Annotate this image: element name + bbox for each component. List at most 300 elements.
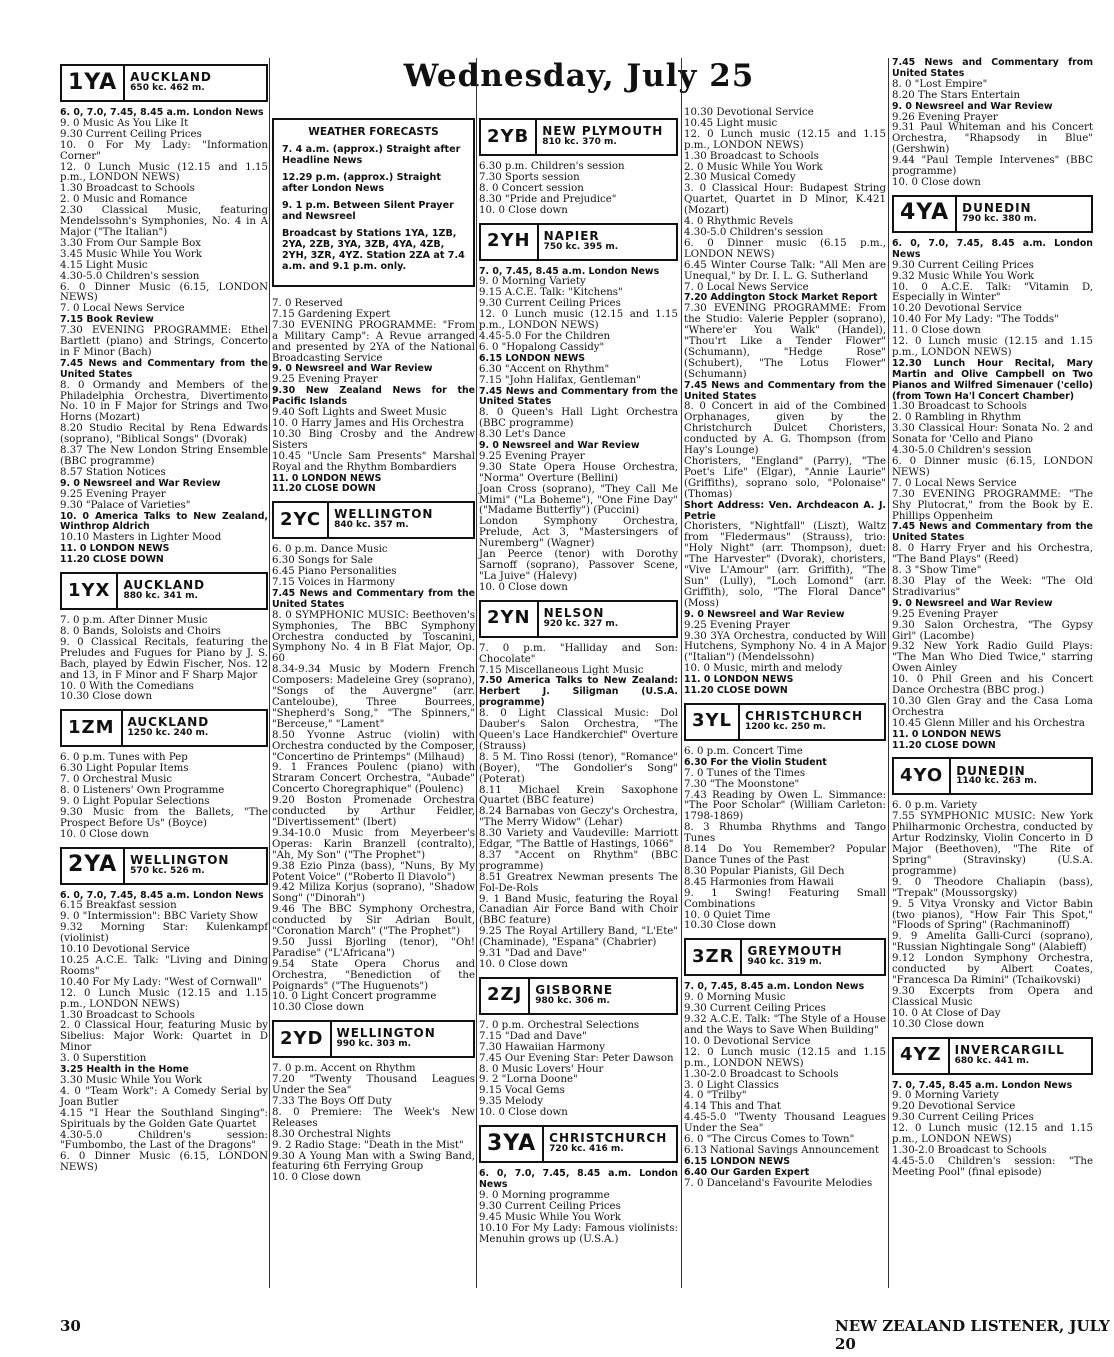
listing-item: 4. 0 Rhythmic Revels xyxy=(684,216,794,228)
station-call: 3YA xyxy=(481,1127,544,1161)
station-header-2yc xyxy=(272,501,475,539)
listing-item: 4.14 This and That xyxy=(684,1101,781,1113)
listing-item: 9. 1 Frances Poulenc (piano) with Straram Concert Orchestra, "Aubade" Concerto Choregraphique" (Poulenc) xyxy=(272,762,475,796)
station-city: DUNEDIN xyxy=(962,200,1032,215)
listing-item: 3. 0 Light Classics xyxy=(684,1079,779,1091)
listing-item: 7.30 EVENING PROGRAMME: "The Shy Plutocrat," from the Book by E. Phillips Oppenheim xyxy=(892,488,1093,522)
listing-item: 4. 0 "Trilby" xyxy=(684,1090,747,1102)
listing-item: 9. 0 Music As You Like It xyxy=(60,117,189,129)
listing-item: 6. 0, 7.0, 7.45, 8.45 a.m. London News xyxy=(60,889,264,901)
listing-item: 11. 0 LONDON NEWS xyxy=(684,674,794,686)
listing-item: 8.20 The Stars Entertain xyxy=(892,89,1021,101)
listing-item: 6.45 Winter Course Talk: "All Men are Unequal," by Dr. I. L. G. Sutherland xyxy=(684,259,886,282)
listing-item: 7.15 "John Halifax, Gentleman" xyxy=(479,374,641,386)
listing-item: 7.30 EVENING PROGRAMME: From the Studio: Valerie Peppler (soprano), "Where'er You Walk" (Handel), "Thou'rt Like a Tender Flower" (Schumann), "Hedge Rose" (Schubert), "The Lotus Flower" (Schumann) xyxy=(684,303,886,380)
listing-item: Choristers, "Nightfall" (Liszt), Waltz from "Fledermaus" (Strauss), trio: "Holy Night" (arr. Thompson), duet: "The Harvester" (Dvorak), choristers, "Vive L'Amour" (arr. Griffith), "The Sun" (Lully), "Loch Lomond" (arr. Griffith), solo, "The Floral Dance" (Moss) xyxy=(684,521,886,609)
listing-item: 8.24 Barnabas von Geczy's Orchestra, "The Merry Widow" (Lehar) xyxy=(479,806,678,829)
publication-footer: NEW ZEALAND LISTENER, JULY 20 xyxy=(835,1317,1110,1353)
listing-item: 7. 0 Local News Service xyxy=(684,281,809,293)
listing-item: 6.30 p.m. Children's session xyxy=(479,161,625,172)
listing-item: 7. 0 Local News Service xyxy=(60,303,185,315)
station-freq: 570 kc. 526 m. xyxy=(130,865,205,876)
listing-item: 9.32 New York Radio Guild Plays: "The Man Who Died Twice," starring Owen Ainley xyxy=(892,641,1093,675)
weather-line: 12.29 p.m. (approx.) Straight after London News xyxy=(282,172,441,194)
listing-item: 7. 0, 7.45, 8.45 a.m. London News xyxy=(684,981,865,993)
listing-item: 12. 0 Lunch music (12.15 and 1.15 p.m., LONDON NEWS) xyxy=(684,1046,886,1069)
station-city: DUNEDIN xyxy=(956,763,1026,778)
listing-item: 9. 0 Newsreel and War Review xyxy=(892,100,1053,112)
column-rule xyxy=(888,58,889,1288)
listing-item: 10.45 Light music xyxy=(684,117,778,129)
listing-item: 10. 0 Quiet Time xyxy=(684,909,771,921)
station-call: 1YA xyxy=(62,66,125,100)
station-header-1zm xyxy=(60,709,268,747)
listing-item: 9.32 A.C.E. Talk: "The Style of a House and the Ways to Save When Building" xyxy=(684,1014,886,1036)
listing-item: 8. 0 Light Classical Music: Dol Dauber's Salon Orchestra, "The Queen's Lace Handkerchief" Overture (Strauss) xyxy=(479,708,678,752)
column-rule xyxy=(269,58,270,1288)
listing-item: 9.30 New Zealand News for the Pacific Islands xyxy=(272,385,475,408)
station-header-4yo xyxy=(892,757,1093,795)
listing-item: 9.25 Evening Prayer xyxy=(479,450,585,462)
listing-item: 11.20 CLOSE DOWN xyxy=(892,739,996,751)
listing-item: 10.30 Close down xyxy=(684,920,777,932)
listing-item: 7.45 News and Commentary from the United States xyxy=(892,521,1093,544)
listing-item: 10.30 Close down xyxy=(60,691,153,703)
listing-item: 10. 0 Light Concert programme xyxy=(272,991,437,1003)
station-call: 2ZJ xyxy=(481,979,530,1013)
listing-item: 9. 2 "Lorna Doone" xyxy=(479,1074,578,1086)
listing-item: 10.30 Devotional Service xyxy=(684,107,814,118)
listing-item: 8. 0 SYMPHONIC MUSIC: Beethoven's Symphonies, The BBC Symphony Orchestra conducted by Toscanini, Symphony No. 4 in B Flat Major, Op. 60 xyxy=(272,609,475,665)
listing-item: 12. 0 Lunch music (12.15 and 1.15 p.m., LONDON NEWS) xyxy=(892,1123,1093,1146)
listing-item: 7.45 News and Commentary from the United States xyxy=(60,357,268,380)
station-freq: 750 kc. 395 m. xyxy=(543,241,619,252)
listing-item: 8.57 Station Notices xyxy=(60,466,166,478)
listing-item: 9. 0 Morning Music xyxy=(684,992,786,1004)
listing-item: 6. 0, 7.0, 7.45, 8.45 a.m. London News xyxy=(60,107,264,118)
listing-item: 9.30 3YA Orchestra, conducted by Will Hutchens, Symphony No. 4 in A Major ("Italian") (Mendelssohn) xyxy=(684,630,886,664)
listing-item: 9.15 Vocal Gems xyxy=(479,1085,565,1097)
station-freq: 680 kc. 441 m. xyxy=(954,1055,1030,1066)
listing-item: 9. 0 Morning programme xyxy=(479,1189,610,1201)
column-1 xyxy=(60,58,268,1174)
listing-item: 10. 0 Phil Green and his Concert Dance Orchestra (BBC prog.) xyxy=(892,674,1093,697)
listing-item: 9.54 State Opera Chorus and Orchestra, "Benediction of the Poignards" ("The Huguenots") xyxy=(272,958,475,992)
listing-item: 3.30 From Our Sample Box xyxy=(60,237,202,249)
listing-item: 8. 0 Premiere: The Week's New Releases xyxy=(272,1106,475,1129)
listing-item: 7. 0 p.m. "Halliday and Son: Chocolate" xyxy=(479,642,678,665)
station-call: 3YL xyxy=(686,705,740,739)
listing-item: 9. 0 Newsreel and War Review xyxy=(272,363,433,375)
listing-item: 1.30-2.0 Broadcast to Schools xyxy=(684,1068,839,1080)
listing-item: 12. 0 Lunch Music (12.15 and 1.15 p.m., LONDON NEWS) xyxy=(60,161,268,184)
listing-item: 9.31 Paul Whiteman and his Concert Orchestra, "Rhapsody in Blue" (Gershwin) xyxy=(892,122,1093,156)
listing-item: 3.45 Music While You Work xyxy=(60,248,202,260)
listing-item: 6. 0, 7.0, 7.45, 8.45 a.m. London News xyxy=(479,1168,678,1190)
listing-item: 6. 0 "Hopalong Cassidy" xyxy=(479,341,605,353)
listing-item: 9. 0 "Intermission": BBC Variety Show xyxy=(60,911,258,923)
listing-item: 6.30 Light Popular Items xyxy=(60,763,189,775)
listing-item: 10.45 "Uncle Sam Presents" Marshal Royal and the Rhythm Bombardiers xyxy=(272,450,475,473)
listing-item: 7.50 America Talks to New Zealand: Herbert J. Siligman (U.S.A. programme) xyxy=(479,675,678,709)
listing-item: 4. 0 "Team Work": A Comedy Serial by Joan Butler xyxy=(60,1085,268,1108)
station-freq: 790 kc. 380 m. xyxy=(962,213,1037,224)
station-header-2yn xyxy=(479,600,678,638)
listing-item: 12.30 Lunch Hour Recital, Mary Martin and Olive Campbell on Two Pianos and Wilfred Simenauer ('cello) (from Town Ha'l Concert Chamber) xyxy=(892,357,1093,402)
listing-item: 8.30 Orchestral Nights xyxy=(272,1128,391,1140)
listing-item: 9.35 Melody xyxy=(479,1096,544,1108)
listing-item: 9.25 The Royal Artillery Band, "L'Ete" (Chaminade), "Espana" (Chabrier) xyxy=(479,926,678,949)
listing-item: 10. 0 Devotional Service xyxy=(684,1035,811,1047)
column-3 xyxy=(479,112,678,1245)
listing-item: 3.25 Health in the Home xyxy=(60,1064,189,1076)
listing-item: 4.30-5.0 Children's session xyxy=(60,270,200,282)
listing-item: 8.11 Michael Krein Saxophone Quartet (BBC feature) xyxy=(479,784,678,807)
listing-item: 7.15 Miscellaneous Light Music xyxy=(479,664,644,676)
listing-item: 7. 0 p.m. Orchestral Selections xyxy=(479,1019,640,1031)
listing-item: 1.30 Broadcast to Schools xyxy=(60,1009,195,1021)
listing-item: 6.30 "Accent on Rhythm" xyxy=(479,363,610,375)
listing-item: 9.50 Jussi Bjorling (tenor), "Oh! Paradise" ("L'Africana") xyxy=(272,936,475,959)
listing-item: 7. 0 Orchestral Music xyxy=(60,774,173,786)
listing-item: 6.13 National Savings Announcement xyxy=(684,1144,879,1156)
listing-item: 6. 0 p.m. Concert Time xyxy=(684,745,803,757)
listing-item: 7.15 Book Review xyxy=(60,314,154,326)
column-2 xyxy=(272,112,475,1184)
listing-item: 8. 0 Ormandy and Members of the Philadelphia Orchestra, Divertimento No. 10 in F Major for Strings and Two Horns (Mozart) xyxy=(60,379,268,424)
listing-item: 10. 0 Close down xyxy=(479,1107,568,1119)
listing-item: 9. 0 Newsreel and War Review xyxy=(60,477,221,489)
listing-item: 10.30 Bing Crosby and the Andrew Sisters xyxy=(272,428,475,451)
station-freq: 940 kc. 319 m. xyxy=(747,957,822,968)
listing-item: 7.45 News and Commentary from United States xyxy=(892,57,1093,79)
station-header-2ya xyxy=(60,847,268,885)
listing-item: 7.43 Reading by Owen L. Simmance: "The Poor Scholar" (William Carleton: 1798-1869) xyxy=(684,789,886,823)
listing-item: 9.30 Salon Orchestra, "The Gypsy Girl" (Lacombe) xyxy=(892,619,1093,642)
listing-item: 4.15 Light Music xyxy=(60,259,148,271)
listing-item: 7.45 News and Commentary from the United States xyxy=(272,587,475,610)
listing-item: 9.46 The BBC Symphony Orchestra, conducted by Sir Adrian Boult, "Coronation March" ("The Prophet") xyxy=(272,904,475,938)
station-header-3ya xyxy=(479,1125,678,1163)
listing-item: 10. 0 Close down xyxy=(479,204,568,216)
listing-item: 8.30 Let's Dance xyxy=(479,429,566,441)
station-call: 4YA xyxy=(894,197,957,231)
station-call: 2YD xyxy=(274,1022,332,1056)
listing-item: 7. 0, 7.45, 8.45 a.m. London News xyxy=(892,1079,1073,1091)
listing-item: 8.37 The New London String Ensemble (BBC programme) xyxy=(60,445,268,467)
listing-item: 9. 1 Swing! Featuring Small Combinations xyxy=(684,887,886,910)
listing-item: 6.15 LONDON NEWS xyxy=(479,352,586,364)
listing-item: 1.30-2.0 Broadcast to Schools xyxy=(892,1144,1047,1156)
listing-item: 9. 9 Amelita Galli-Curci (soprano), "Russian Nightingale Song" (Alabieff) xyxy=(892,931,1093,954)
listing-item: 9.42 Miliza Korjus (soprano), "Shadow Song" ("Dinorah") xyxy=(272,882,475,905)
station-freq: 810 kc. 370 m. xyxy=(542,137,617,147)
station-city: GREYMOUTH xyxy=(747,944,843,959)
listing-item: 9. 0 Light Popular Selections xyxy=(60,795,210,807)
column-5 xyxy=(892,58,1093,1179)
listing-item: 9.25 Evening Prayer xyxy=(60,488,166,500)
listing-item: 10.10 Masters in Lighter Mood xyxy=(60,532,222,544)
column-rule xyxy=(476,58,477,1288)
listing-item: 10.30 Close down xyxy=(892,1018,985,1030)
listing-item: 10. 0 Close down xyxy=(272,1172,361,1184)
station-call: 4YZ xyxy=(894,1039,950,1073)
listing-item: 8.34-9.34 Music by Modern French Composers: Madeleine Grey (soprano), "Songs of the Auvergne" (arr. Canteloube), Three Bourrees, "Shepherd's Song," "The Spinners," "Berceuse," "Lament" xyxy=(272,664,475,730)
listing-item: 8.45 Harmonies from Hawaii xyxy=(684,876,834,888)
listing-item: 10.10 Devotional Service xyxy=(60,944,190,956)
listing-item: 6. 0, 7.0, 7.45, 8.45 a.m. London News xyxy=(892,237,1093,260)
listing-item: 8. 0 Harry Fryer and his Orchestra, "The Band Plays" (Reed) xyxy=(892,543,1093,566)
listing-item: 10. 0 At Close of Day xyxy=(892,1007,1001,1019)
station-header-3yl xyxy=(684,703,886,741)
station-city: CHRISTCHURCH xyxy=(549,1131,668,1146)
listing-item: 8. 3 "Show Time" xyxy=(892,565,982,577)
listing-item: 6.15 Breakfast session xyxy=(60,900,177,912)
listing-item: 9.20 Boston Promenade Orchestra conducted by Arthur Feidler, "Divertissement" (Ibert) xyxy=(272,795,475,828)
listing-item: 2.30 Musical Comedy xyxy=(684,172,796,184)
station-call: 2YN xyxy=(481,602,539,636)
weather-line: 9. 1 p.m. Between Silent Prayer and Newsreel xyxy=(282,200,454,222)
station-city: NELSON xyxy=(543,605,605,620)
listing-item: 8.51 Greatrex Newman presents The Fol-De-Rols xyxy=(479,871,678,894)
listing-item: 9.34-10.0 Music from Meyerbeer's Operas: Karin Branzell (contralto), "Ah, My Son" ("The Prophet") xyxy=(272,827,475,861)
column-rule xyxy=(681,58,682,1288)
listing-item: 4.45-5.0 Children's session: "The Meeting Pool" (final episode) xyxy=(892,1155,1093,1178)
listing-item: 3. 0 Superstition xyxy=(60,1053,147,1065)
listing-item: 9.30 "Palace of Varieties" xyxy=(60,499,191,511)
listing-item: 9.30 Current Ceiling Prices xyxy=(684,1003,826,1015)
listing-item: 9.12 London Symphony Orchestra, conducted by Albert Coates, "Francesca Da Rimini" (Tchaikovski) xyxy=(892,953,1093,986)
listing-item: 8. 5 M. Tino Rossi (tenor), "Romance" (Boyer), "The Gondolier's Song" (Poterat) xyxy=(479,751,678,785)
listing-item: 8.30 "Pride and Prejudice" xyxy=(479,193,617,205)
station-freq: 920 kc. 327 m. xyxy=(543,618,619,629)
listing-item: 10.30 Glen Gray and the Casa Loma Orchestra xyxy=(892,695,1093,718)
listing-item: 6. 0 p.m. Dance Music xyxy=(272,544,388,556)
listing-item: 4.30-5.0 Children's session xyxy=(684,226,824,238)
listing-item: 8. 0 Concert in aid of the Combined Orphanages, given by the Christchurch Dulcet Choristers, conducted by A. G. Thompson (from Hay's Lounge) xyxy=(684,401,886,457)
listing-item: 2.30 Classical Music, featuring Mendelssohn's Symphonies, No. 4 in A Major ("The Italian") xyxy=(60,205,268,238)
station-header-4ya xyxy=(892,195,1093,233)
listing-item: 8. 0 Music Lovers' Hour xyxy=(479,1063,604,1075)
listing-item: Choristers, "England" (Parry), "The Poet's Life" (Elgar), "Annie Laurie" (Griffiths), soprano solo, "Polonaise" (Thomas) xyxy=(684,456,886,500)
listing-item: 10.40 For My Lady: "The Todds" xyxy=(892,314,1059,326)
listing-item: 10. 0 Close down xyxy=(60,828,149,840)
listing-item: 12. 0 Lunch Music (12.15 and 1.15 p.m., LONDON NEWS) xyxy=(60,987,268,1010)
listing-item: 11.20 CLOSE DOWN xyxy=(272,483,376,495)
listing-item: 7.15 Gardening Expert xyxy=(272,308,391,320)
listing-item: 9.32 Morning Star: Kulenkampf (violinist) xyxy=(60,922,268,945)
station-header-4yz xyxy=(892,1037,1093,1075)
listing-item: 9. 0 Classical Recitals, featuring the Preludes and Fugues for Piano by J. S. Bach, played by Edwin Fischer, Nos. 12 and 13, in F Minor and F Sharp Major xyxy=(60,636,268,681)
listing-item: 1.30 Broadcast to Schools xyxy=(60,183,195,195)
station-call: 2YA xyxy=(62,849,125,883)
listing-item: 10.45 Glenn Miller and his Orchestra xyxy=(892,717,1085,729)
listing-item: 9.20 Devotional Service xyxy=(892,1101,1016,1113)
station-call: 2YC xyxy=(274,503,329,537)
listing-item: 9.44 "Paul Temple Intervenes" (BBC programme) xyxy=(892,155,1093,178)
listing-item: 9.30 Current Ceiling Prices xyxy=(892,259,1034,271)
listing-item: 8. 0 "Lost Empire" xyxy=(892,78,988,90)
station-header-2yd xyxy=(272,1020,475,1058)
listing-item: 2. 0 Classical Hour, featuring Music by Sibelius: Major Work: Quartet in D Minor xyxy=(60,1020,268,1054)
listing-item: 2. 0 Music and Romance xyxy=(60,194,188,206)
listing-item: 7. 0 Reserved xyxy=(272,298,343,309)
listing-item: 9. 0 Newsreel and War Review xyxy=(684,608,845,620)
listing-item: 7.45 News and Commentary from the United States xyxy=(479,385,678,408)
station-header-2zj xyxy=(479,977,678,1015)
listing-item: 12. 0 Lunch music (12.15 and 1.15 p.m., LONDON NEWS) xyxy=(892,336,1093,358)
listing-item: 9.38 Ezio Pinza (bass), "Nuns, By My Potent Voice" ("Roberto Il Diavolo") xyxy=(272,860,475,883)
station-city: WELLINGTON xyxy=(334,507,434,522)
listing-item: Short Address: Ven. Archdeacon A. J. Petrie xyxy=(684,499,886,522)
weather-line: 7. 4 a.m. (approx.) Straight after Headline News xyxy=(282,144,461,166)
listing-item: 9.30 Current Ceiling Prices xyxy=(892,1112,1034,1124)
listing-item: 7.15 "Dad and Dave" xyxy=(479,1030,587,1042)
listing-item: 9. 0 Morning Variety xyxy=(479,276,586,288)
listing-item: 9.30 Music from the Ballets, "The Prospect Before Us" (Boyce) xyxy=(60,806,268,829)
listing-item: 7.30 EVENING PROGRAMME: Ethel Bartlett (piano) and Strings, Concerto in F Minor (Bach) xyxy=(60,325,268,358)
listing-item: 9.30 Current Ceiling Prices xyxy=(60,128,202,140)
listing-item: 3.30 Music While You Work xyxy=(60,1074,202,1086)
listing-item: 11. 0 LONDON NEWS xyxy=(272,472,382,484)
listing-item: 10.10 For My Lady: Famous violinists: Menuhin grows up (U.S.A.) xyxy=(479,1222,678,1245)
listing-item: Joan Cross (soprano), "They Call Me Mimi" ("La Boheme"), "One Fine Day" ("Madame Butterfly") (Puccini) xyxy=(479,483,678,517)
listing-item: 8. 0 Listeners' Own Programme xyxy=(60,785,225,797)
listing-item: 9.32 Music While You Work xyxy=(892,270,1034,282)
listing-item: 9. 0 Morning Variety xyxy=(892,1090,999,1102)
listing-item: 6. 0 Dinner Music (6.15, LONDON NEWS) xyxy=(60,281,268,304)
listing-item: 11. 0 LONDON NEWS xyxy=(892,728,1002,740)
listing-item: 6. 0 Dinner music (6.15 p.m., LONDON NEWS) xyxy=(684,237,886,260)
listing-item: 4.15 "I Hear the Southland Singing": Spirituals by the Golden Gate Quartet xyxy=(60,1107,268,1130)
listing-item: 2. 0 Rambling in Rhythm xyxy=(892,412,1022,424)
listing-item: 9.15 A.C.E. Talk: "Kitchens" xyxy=(479,287,623,299)
listing-item: 9.30 Current Ceiling Prices xyxy=(479,1200,621,1212)
listing-item: 7.55 SYMPHONIC MUSIC: New York Philharmonic Orchestra, conducted by Artur Rodzinsky, Violin Concerto in D Major (Beethoven), "The Rite of Spring" (Stravinsky) (U.S.A. programme) xyxy=(892,811,1093,877)
listing-item: 7.45 Our Evening Star: Peter Dawson xyxy=(479,1052,674,1064)
listing-item: 7. 0 Tunes of the Times xyxy=(684,767,806,779)
listing-item: 4.45-5.0 For the Children xyxy=(479,330,611,342)
listing-item: 9.26 Evening Prayer xyxy=(892,111,998,123)
listing-item: 8.30 Variety and Vaudeville: Marriott Edgar, "The Battle of Hastings, 1066" xyxy=(479,828,678,851)
listing-item: 9.30 A Young Man with a Swing Band, featuring 6th Ferrying Group xyxy=(272,1150,475,1173)
listing-item: 6. 0 "The Circus Comes to Town" xyxy=(684,1134,855,1146)
station-call: 2YB xyxy=(481,120,537,154)
listing-item: 6.30 Songs for Sale xyxy=(272,555,373,567)
listing-item: 10. 0 America Talks to New Zealand, Winthrop Aldrich xyxy=(60,510,268,533)
listing-item: 9. 5 Vitya Vronsky and Victor Babin (two pianos), "How Fair This Spot," "Floods of Spring" (Rachmaninoff) xyxy=(892,898,1093,932)
listing-item: 6.40 Our Garden Expert xyxy=(684,1166,810,1178)
listing-item: 7.33 The Boys Off Duty xyxy=(272,1096,392,1107)
listing-item: 8.30 Popular Pianists, Gil Dech xyxy=(684,865,845,877)
listing-item: 8. 0 Bands, Soloists and Choirs xyxy=(60,625,221,637)
listing-item: 6. 0 Dinner music (6.15, LONDON NEWS) xyxy=(892,456,1093,478)
listing-item: 7.30 Sports session xyxy=(479,171,580,183)
listing-item: 8.37 "Accent on Rhythm" (BBC programme) xyxy=(479,849,678,872)
listing-item: 8.30 Play of the Week: "The Old Stradivarius" xyxy=(892,575,1093,598)
station-city: CHRISTCHURCH xyxy=(745,709,864,724)
listing-item: 7.20 Addington Stock Market Report xyxy=(684,292,878,304)
station-freq: 650 kc. 462 m. xyxy=(130,83,205,93)
listing-item: 10. 0 Close down xyxy=(479,581,568,593)
listing-item: 11. 0 Close down xyxy=(892,325,981,337)
station-call: 1YX xyxy=(62,574,118,608)
listing-item: 1.30 Broadcast to Schools xyxy=(892,401,1027,413)
listing-item: 1.30 Broadcast to Schools xyxy=(684,150,819,162)
station-city: AUCKLAND xyxy=(123,578,206,593)
weather-line: Broadcast by Stations 1YA, 1ZB, 2YA, 2ZB, 3YA, 3ZB, 4YA, 4ZB, 2YH, 3ZR, 4YZ. Station 2ZA at 7.4 a.m. and 9.1 p.m. only. xyxy=(282,228,465,272)
page-number: 30 xyxy=(60,1317,81,1335)
station-call: 3ZR xyxy=(686,940,742,974)
station-freq: 840 kc. 357 m. xyxy=(334,520,409,531)
listing-item: 7.20 "Twenty Thousand Leagues Under the Sea" xyxy=(272,1074,475,1097)
listing-item: 7. 0 Danceland's Favourite Melodies xyxy=(684,1177,873,1189)
listing-item: 3. 0 Classical Hour: Budapest String Quartet, Quartet in D Minor, K.421 (Mozart) xyxy=(684,183,886,217)
listing-item: 6.30 For the Violin Student xyxy=(684,756,827,768)
listing-item: 8. 0 Concert session xyxy=(479,182,584,194)
station-freq: 980 kc. 306 m. xyxy=(535,995,610,1006)
station-city: AUCKLAND xyxy=(130,70,212,85)
listing-item: 7.30 EVENING PROGRAMME: "From a Military Camp": A Revue arranged and presented by 2YA of the National Broadcasting Service xyxy=(272,319,475,364)
listing-item: 7. 0, 7.45, 8.45 a.m. London News xyxy=(479,265,660,277)
station-call: 2YH xyxy=(481,225,539,259)
listing-item: 10. 0 A.C.E. Talk: "Vitamin D, Especially in Winter" xyxy=(892,281,1093,304)
listing-item: 10. 0 Close down xyxy=(892,176,981,188)
listing-item: 7. 0 Local News Service xyxy=(892,477,1017,489)
listing-item: 10. 0 Harry James and His Orchestra xyxy=(272,417,464,429)
listing-item: 9.40 Soft Lights and Sweet Music xyxy=(272,407,447,419)
station-header-2yh xyxy=(479,223,678,261)
weather-heading: WEATHER FORECASTS xyxy=(308,126,439,138)
station-city: WELLINGTON xyxy=(130,852,230,867)
station-freq: 880 kc. 341 m. xyxy=(123,591,198,602)
listing-item: 6.15 LONDON NEWS xyxy=(684,1155,791,1167)
listing-item: London Symphony Orchestra, Prelude, Act 3, "Mastersingers of Nuremberg" (Wagner) xyxy=(479,516,678,550)
listing-item: 9. 0 Newsreel and War Review xyxy=(892,597,1053,609)
listing-item: 12. 0 Lunch music (12.15 and 1.15 p.m., LONDON NEWS) xyxy=(684,128,886,151)
listing-item: 10.30 Close down xyxy=(272,1002,365,1014)
listing-item: Jan Peerce (tenor) with Dorothy Sarnoff (soprano), Passover Scene, "La Juive" (Halevy) xyxy=(479,549,678,582)
station-freq: 1140 kc. 263 m. xyxy=(956,776,1037,787)
listing-item: 8.50 Yvonne Astruc (violin) with Orchestra conducted by the Composer, "Concertino de Printemps" (Milhaud) xyxy=(272,729,475,763)
listing-item: 9.25 Evening Prayer xyxy=(272,374,378,386)
station-freq: 1200 kc. 250 m. xyxy=(745,721,826,732)
listing-item: 10.25 A.C.E. Talk: "Living and Dining Rooms" xyxy=(60,955,268,977)
listing-item: 7. 0 p.m. After Dinner Music xyxy=(60,615,208,627)
listing-item: 9.30 State Opera House Orchestra, "Norma" Overture (Bellini) xyxy=(479,461,678,484)
listing-item: 6. 0 Dinner Music (6.15, LONDON NEWS) xyxy=(60,1151,268,1174)
listing-item: 9.25 Evening Prayer xyxy=(684,619,790,631)
station-header-1yx xyxy=(60,572,268,610)
listing-item: 8. 3 Rhumba Rhythms and Tango Tunes xyxy=(684,822,886,845)
listing-item: 9.30 Excerpts from Opera and Classical Music xyxy=(892,985,1093,1008)
listing-item: 10.40 For My Lady: "West of Cornwall" xyxy=(60,976,262,988)
column-4 xyxy=(684,108,886,1190)
listing-item: 9.31 "Dad and Dave" xyxy=(479,948,587,960)
listing-item: 7.45 News and Commentary from the United States xyxy=(684,379,886,402)
station-call: 1ZM xyxy=(62,711,123,745)
listing-item: 10. 0 Music, mirth and melody xyxy=(684,663,843,675)
station-city: WELLINGTON xyxy=(336,1026,436,1041)
listing-item: 10.20 Devotional Service xyxy=(892,303,1022,315)
weather-forecasts-box xyxy=(272,118,475,287)
listing-item: 8.20 Studio Recital by Rena Edwards (soprano), "Biblical Songs" (Dvorak) xyxy=(60,423,268,446)
listing-item: 4.30-5.0 Children's session xyxy=(892,445,1032,457)
listing-item: 6. 0 p.m. Tunes with Pep xyxy=(60,752,188,764)
listing-item: 4.30-5.0 Children's session: "Fumbombo, the Last of the Dragons" xyxy=(60,1129,268,1152)
listing-item: 12. 0 Lunch music (12.15 and 1.15 p.m., LONDON NEWS) xyxy=(479,309,678,332)
listing-item: 10. 0 For My Lady: "Information Corner" xyxy=(60,139,268,162)
